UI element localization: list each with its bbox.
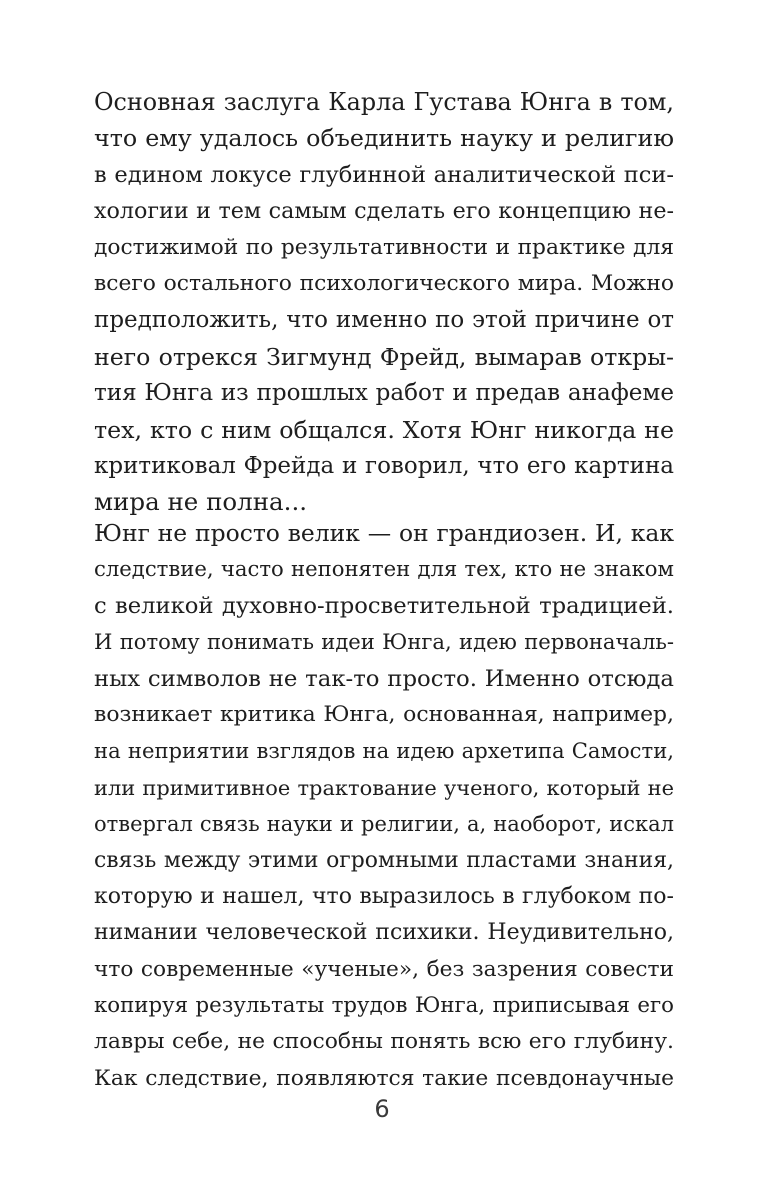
text-line: Как следствие, появляются такие псевдонаучные [94, 1065, 674, 1091]
text-line: лавры себе, не способны понять всю его глубину. [94, 1029, 674, 1055]
text-line: Основная заслуга Карла Густава Юнга в том, [94, 88, 674, 116]
text-line: предположить, что именно по этой причине от [94, 307, 674, 334]
text-line: которую и нашел, что выразилось в глубоком по- [94, 883, 674, 909]
text-line: Юнг не просто велик — он грандиозен. И, как [94, 519, 674, 547]
text-line: нимании человеческой психики. Неудивительно, [94, 920, 674, 946]
text-line: хологии и тем самым сделать его концепцию не- [94, 198, 674, 225]
text-line: И потому понимать идеи Юнга, идею первоначаль- [94, 629, 674, 655]
text-line: тех, кто с ним общался. Хотя Юнг никогда не [94, 415, 674, 444]
text-line: следствие, часто непонятен для тех, кто не знаком [94, 556, 674, 582]
text-line: что современные «ученые», без зазрения совести [94, 956, 674, 982]
text-line: на неприятии взглядов на идею архетипа Самости, [94, 738, 674, 764]
text-line: критиковал Фрейда и говорил, что его картина [94, 452, 674, 479]
text-line: с великой духовно-просветительной традицией. [94, 592, 674, 619]
text-line: в едином локусе глубинной аналитической пси- [94, 161, 674, 188]
text-line: связь между этими огромными пластами знания, [94, 847, 674, 873]
paragraph-2 [94, 515, 674, 1097]
text-line: копируя результаты трудов Юнга, приписывая его [94, 993, 674, 1019]
text-line: или примитивное трактование ученого, который не [94, 775, 674, 800]
text-line: отвергал связь науки и религии, а, наоборот, искал [94, 812, 674, 837]
text-line: него отрекся Зигмунд Фрейд, вымарав откры- [94, 342, 674, 371]
page-number: 6 [374, 1095, 390, 1123]
text-line: мира не полна... [94, 487, 308, 517]
text-line: достижимой по результативности и практике для [94, 234, 674, 260]
text-line: ных символов не так-то просто. Именно отсюда [94, 665, 674, 692]
text-line: всего остального психологического мира. Можно [94, 270, 674, 296]
text-line: что ему удалось объединить науку и религию [94, 124, 674, 153]
text-line: возникает критика Юнга, основанная, например, [94, 701, 674, 727]
paragraph-1 [94, 84, 674, 521]
text-line: тия Юнга из прошлых работ и предав анафеме [94, 380, 674, 407]
